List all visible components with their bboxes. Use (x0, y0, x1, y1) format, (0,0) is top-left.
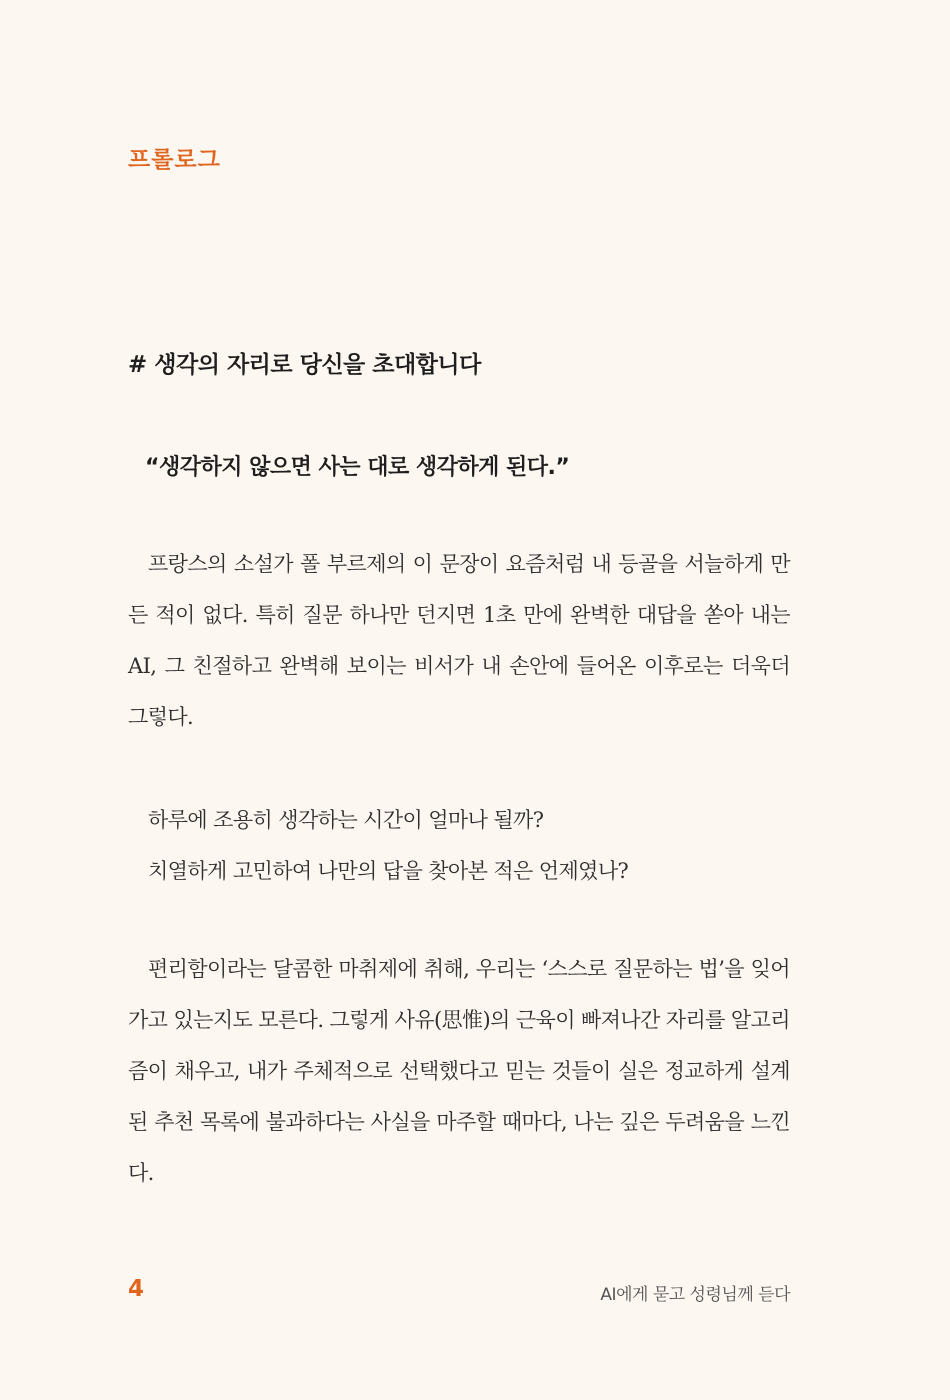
body-paragraph-2-text: 편리함이라는 달콤한 마취제에 취해, 우리는 ‘스스로 질문하는 법’을 잊어 가고 있는지도 모른다. 그렇게 사유(思惟)의 근육이 빠져나간 자리를 알고리즘이 채우고, 내가 주체적으로 선택했다고 믿는 것들이 실은 정교하게 설계된 추천 목록에 불과하다는 사실을 마주할 때마다, 나는 깊은 두려움을 느낀다. (128, 957, 790, 1185)
epigraph-quote: “생각하지 않으면 사는 대로 생각하게 된다.” (145, 455, 570, 480)
question-block (148, 795, 628, 897)
question-line-1: 하루에 조용히 생각하는 시간이 얼마나 될까? (148, 808, 544, 832)
running-title: AI에게 묻고 성령님께 듣다 (600, 1285, 790, 1305)
body-paragraph-1 (128, 539, 790, 743)
body-paragraph-2 (128, 944, 790, 1199)
body-paragraph-1-text: 프랑스의 소설가 폴 부르제의 이 문장이 요즘처럼 내 등골을 서늘하게 만든 적이 없다. 특히 질문 하나만 던지면 1초 만에 완벽한 대답을 쏟아 내는 AI, 그 친절하고 완벽해 보이는 비서가 내 손안에 들어온 이후로는 더욱더 그렇다. (128, 552, 790, 729)
chapter-label: 프롤로그 (128, 147, 221, 173)
section-heading: # 생각의 자리로 당신을 초대합니다 (128, 352, 481, 378)
question-line-2: 치열하게 고민하여 나만의 답을 찾아본 적은 언제였나? (148, 859, 629, 883)
page-number: 4 (128, 1276, 145, 1302)
